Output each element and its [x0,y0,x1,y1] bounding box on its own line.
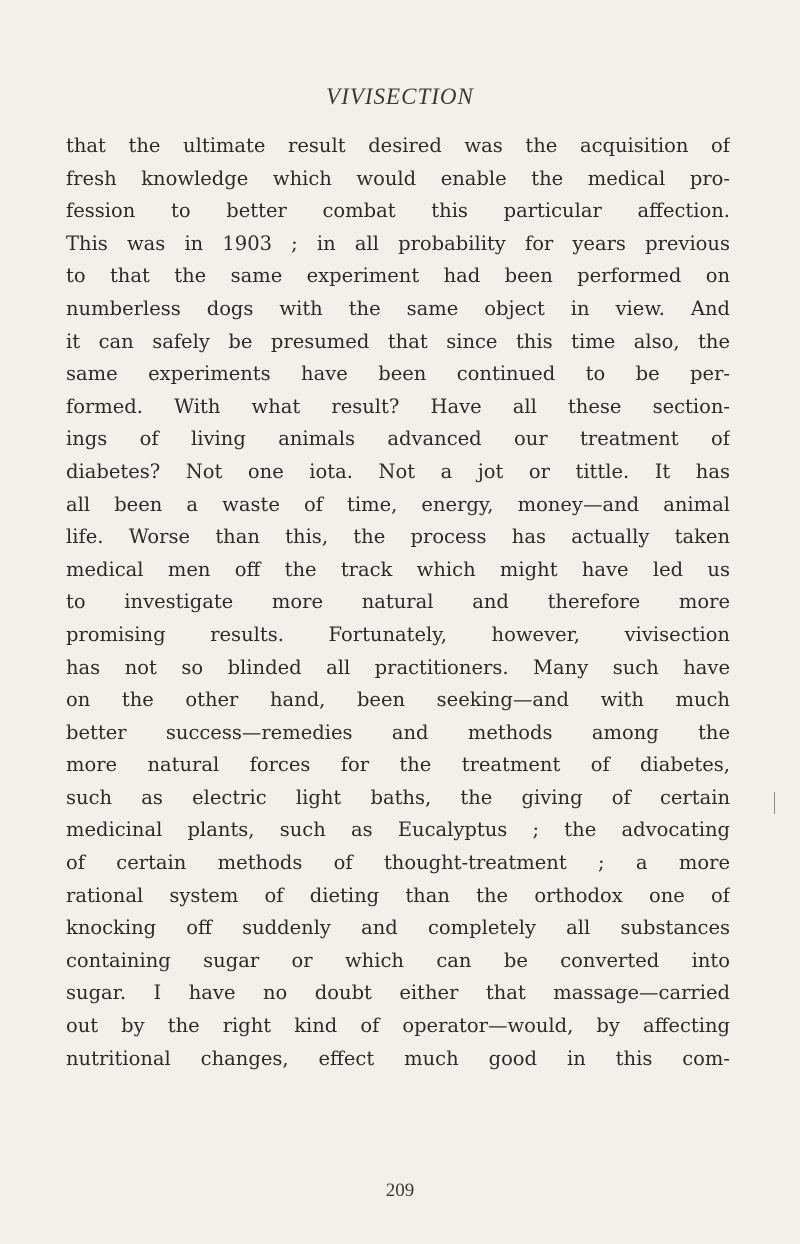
text-line: same experiments have been continued to be per- [66,362,730,386]
text-line: sugar. I have no doubt either that massage—carried [66,981,730,1005]
page-number: 209 [385,1180,415,1201]
running-head: VIVISECTION [326,84,474,109]
text-line: on the other hand, been seeking—and with much [66,688,730,712]
text-line: ings of living animals advanced our treatment of [66,427,730,451]
text-line: diabetes? Not one iota. Not a jot or tittle. It has [66,459,730,483]
text-line: This was in 1903 ; in all probability for years previous [66,231,730,255]
text-line: medicinal plants, such as Eucalyptus ; the advocating [66,818,730,842]
text-line: knocking off suddenly and completely all substances [66,916,730,940]
text-line: promising results. Fortunately, however, vivisection [66,622,730,646]
text-line: all been a waste of time, energy, money—and animal [66,492,730,516]
text-line: fession to better combat this particular affection. [66,199,730,223]
text-line: out by the right kind of operator—would, by affecting [66,1014,730,1038]
text-line: such as electric light baths, the giving of certain [66,785,730,809]
text-line: containing sugar or which can be converted into [66,948,730,972]
text-line: rational system of dieting than the orthodox one of [66,883,730,907]
text-line: numberless dogs with the same object in view. And [66,296,730,320]
text-line: better success—remedies and methods among the [66,720,730,744]
text-line: to that the same experiment had been performed on [66,264,730,288]
text-line: life. Worse than this, the process has actually taken [66,525,730,549]
text-line: formed. With what result? Have all these section- [66,394,730,418]
text-line: fresh knowledge which would enable the medical pro- [66,166,730,190]
margin-mark [774,792,775,814]
text-line: medical men off the track which might have led us [66,557,730,581]
text-line: has not so blinded all practitioners. Many such have [66,655,730,679]
text-line: to investigate more natural and therefore more [66,590,730,614]
text-line: more natural forces for the treatment of diabetes, [66,753,730,777]
text-line: that the ultimate result desired was the acquisition of [66,134,730,157]
text-line: it can safely be presumed that since this time also, the [66,329,730,353]
text-line: nutritional changes, effect much good in this com- [66,1046,730,1070]
text-line: of certain methods of thought-treatment ; a more [66,851,730,875]
body-text [66,130,730,1075]
